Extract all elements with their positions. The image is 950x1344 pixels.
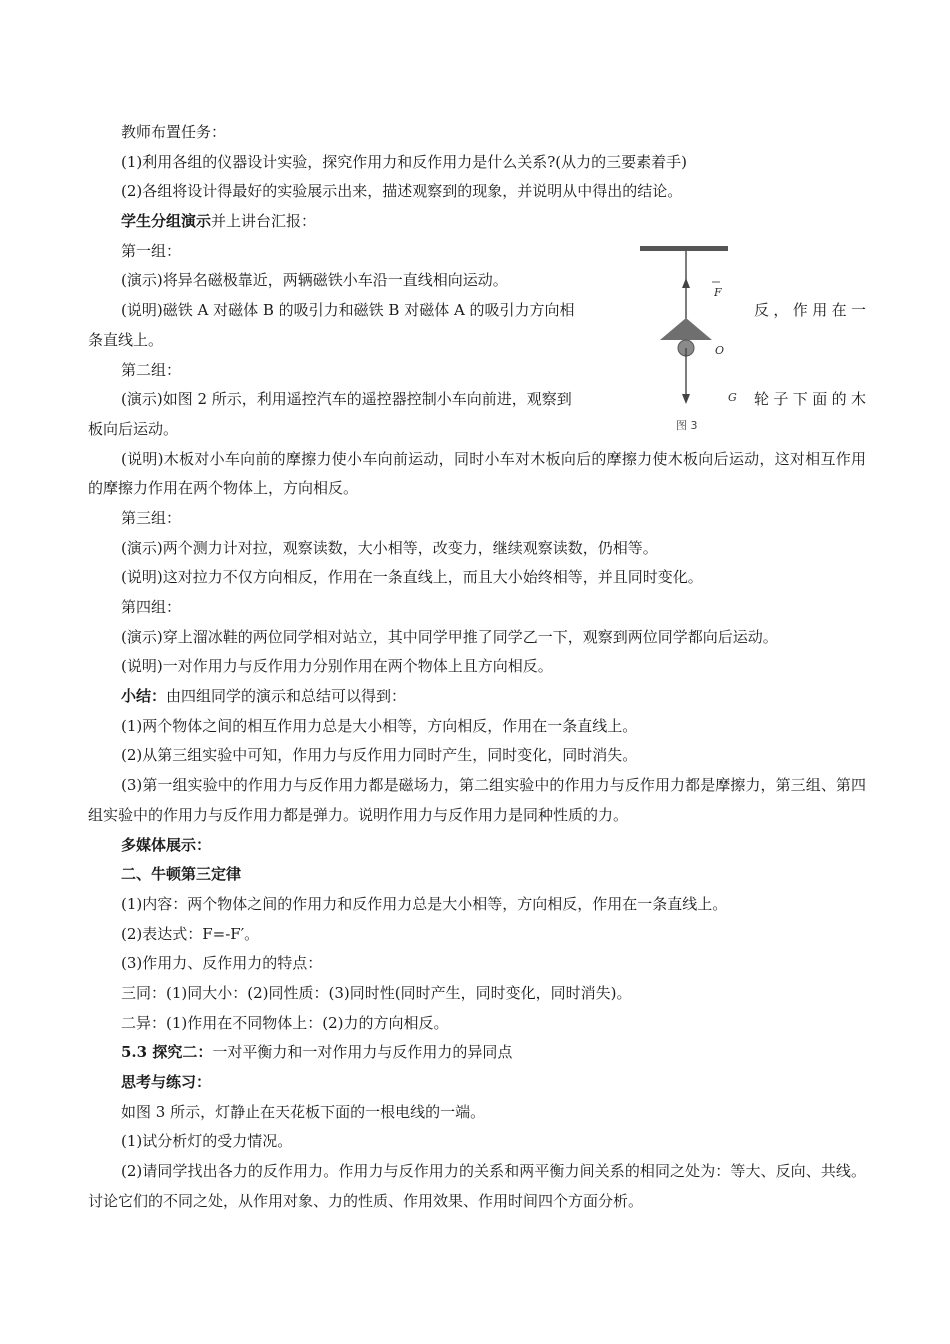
explore-bold: 5.3 探究二：	[121, 1043, 213, 1062]
ceiling	[640, 246, 728, 251]
label-G: G	[728, 391, 737, 404]
explore-heading	[88, 1038, 866, 1068]
group2-demo-cont: 板向后运动。	[88, 419, 179, 438]
question-2: (2)请同学找出各力的反作用力。作用力与反作用力的关系和两平衡力间关系的相同之处为：等大、反向、共线。讨论它们的不同之处，从作用对象、力的性质、作用效果、作用时间四个方面分析。	[88, 1162, 866, 1210]
question-1: (1)试分析灯的受力情况。	[121, 1132, 293, 1151]
document-page	[88, 118, 866, 1217]
group2-explain: (说明)木板对小车向前的摩擦力使小车向前运动，同时小车对木板向后的摩擦力使木板向后运动，这对相互作用的摩擦力作用在两个物体上，方向相反。	[88, 449, 866, 498]
group4-title: 第四组：	[121, 598, 182, 617]
group2-demo-right: 轮子下面的木	[754, 390, 866, 409]
group3-explain: (说明)这对拉力不仅方向相反，作用在一条直线上，而且大小始终相等，并且同时变化。	[121, 568, 703, 587]
intro-line: 教师布置任务：	[121, 123, 227, 141]
group3-title: 第三组：	[121, 508, 182, 527]
summary-1: (1)两个物体之间的相互作用力总是大小相等，方向相反，作用在一条直线上。	[121, 716, 638, 735]
group4-explain: (说明)一对作用力与反作用力分别作用在两个物体上且方向相反。	[121, 657, 553, 676]
summary-2: (2)从第三组实验中可知，作用力与反作用力同时产生，同时变化，同时消失。	[121, 746, 638, 765]
group2-demo-left: (演示)如图 2 所示，利用遥控汽车的遥控器控制小车向前进，观察到	[121, 390, 572, 409]
law-2: (2)表达式：F=-F′。	[121, 924, 260, 943]
three-same: 三同：(1)同大小：(2)同性质：(3)同时性(同时产生，同时变化，同时消失)。	[121, 984, 632, 1002]
question-intro: 如图 3 所示，灯静止在天花板下面的一根电线的一端。	[121, 1102, 486, 1121]
summary-heading	[88, 682, 866, 712]
law-1: (1)内容：两个物体之间的作用力和反作用力总是大小相等，方向相反，作用在一条直线上。	[121, 894, 728, 913]
figure-3-lamp-diagram	[630, 238, 740, 438]
demo-heading-rest: 并上讲台汇报：	[211, 212, 317, 231]
explore-rest: 一对平衡力和一对作用力与反作用力的异同点	[212, 1043, 513, 1062]
think-heading: 思考与练习：	[121, 1073, 212, 1092]
task-1: (1)利用各组的仪器设计实验，探究作用力和反作用力是什么关系?(从力的三要素着手)	[121, 152, 687, 171]
group2-demo	[88, 385, 866, 415]
summary-bold: 小结：	[121, 687, 167, 706]
summary-rest: 由四组同学的演示和总结可以得到：	[166, 687, 407, 706]
law-3: (3)作用力、反作用力的特点：	[121, 954, 323, 973]
group2-title: 第二组：	[121, 360, 182, 379]
two-diff: 二异：(1)作用在不同物体上：(2)力的方向相反。	[121, 1013, 449, 1032]
group1-explain-cont: 条直线上。	[88, 330, 164, 349]
group1-explain-right: 反，作用在一	[754, 301, 866, 320]
lamp-svg	[630, 238, 740, 438]
group4-demo: (演示)穿上溜冰鞋的两位同学相对站立，其中同学甲推了同学乙一下，观察到两位同学都向后运动。	[121, 627, 778, 646]
tension-arrow	[682, 278, 690, 288]
multimedia-heading: 多媒体展示：	[121, 835, 212, 854]
gravity-arrow	[682, 394, 690, 404]
lampshade	[660, 318, 712, 340]
demo-heading-bold: 学生分组演示	[121, 212, 212, 231]
label-O: O	[715, 344, 725, 357]
figure-caption: 图 3	[676, 419, 698, 432]
summary-3: (3)第一组实验中的作用力与反作用力都是磁场力，第二组实验中的作用力与反作用力都是摩擦力，第三组、第四组实验中的作用力与反作用力都是弹力。说明作用力与反作用力是同种性质的力。	[88, 776, 866, 824]
group1-demo: (演示)将异名磁极靠近，两辆磁铁小车沿一直线相向运动。	[121, 271, 508, 290]
law-title: 二、牛顿第三定律	[121, 865, 242, 884]
demo-heading	[88, 207, 866, 237]
task-2: (2)各组将设计得最好的实验展示出来，描述观察到的现象，并说明从中得出的结论。	[121, 182, 683, 201]
group3-demo: (演示)两个测力计对拉，观察读数，大小相等，改变力，继续观察读数，仍相等。	[121, 538, 658, 557]
group1-explain	[88, 296, 866, 326]
group1-explain-left: (说明)磁铁 A 对磁体 B 的吸引力和磁铁 B 对磁体 A 的吸引力方向相	[121, 301, 575, 320]
label-F: F	[714, 286, 722, 299]
group1-title: 第一组：	[121, 241, 182, 260]
